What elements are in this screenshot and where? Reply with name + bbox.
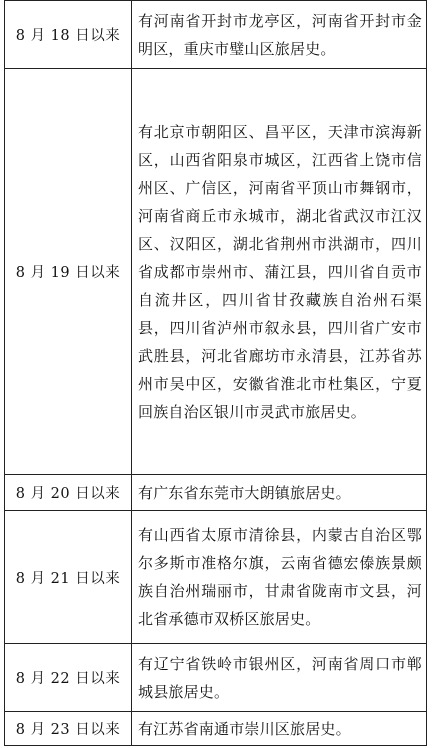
date-cell: 8 月 19 日以来 — [5, 69, 132, 475]
date-cell: 8 月 22 日以来 — [5, 644, 132, 712]
travel-history-table — [4, 0, 427, 746]
region-list-cell: 有广东省东莞市大朗镇旅居史。 — [132, 475, 427, 511]
date-cell: 8 月 20 日以来 — [5, 475, 132, 511]
date-cell: 8 月 23 日以来 — [5, 712, 132, 746]
date-cell: 8 月 21 日以来 — [5, 511, 132, 644]
region-list-cell: 有北京市朝阳区、昌平区，天津市滨海新区，山西省阳泉市城区，江西省上饶市信州区、广信区，河南省平顶山市舞钢市，河南省商丘市永城市，湖北省武汉市江汉区、汉阳区，湖北省荆州市洪湖市，四川省成都市崇州市、蒲江县，四川省自贡市自流井区，四川省甘孜藏族自治州石渠县，四川省泸州市叙永县，四川省广安市武胜县，河北省廊坊市永清县，江苏省苏州市吴中区，安徽省淮北市杜集区，宁夏回族自治区银川市灵武市旅居史。 — [132, 69, 427, 475]
table-row — [5, 712, 427, 746]
table-row — [5, 511, 427, 644]
table-row — [5, 644, 427, 712]
region-list-cell: 有山西省太原市清徐县，内蒙古自治区鄂尔多斯市准格尔旗，云南省德宏傣族景颇族自治州瑞丽市，甘肃省陇南市文县，河北省承德市双桥区旅居史。 — [132, 511, 427, 644]
region-list-cell: 有江苏省南通市崇川区旅居史。 — [132, 712, 427, 746]
table-row — [5, 475, 427, 511]
table-row — [5, 1, 427, 69]
table-row — [5, 69, 427, 475]
region-list-cell: 有辽宁省铁岭市银州区，河南省周口市郸城县旅居史。 — [132, 644, 427, 712]
region-list-cell: 有河南省开封市龙亭区，河南省开封市金明区，重庆市璧山区旅居史。 — [132, 1, 427, 69]
date-cell: 8 月 18 日以来 — [5, 1, 132, 69]
